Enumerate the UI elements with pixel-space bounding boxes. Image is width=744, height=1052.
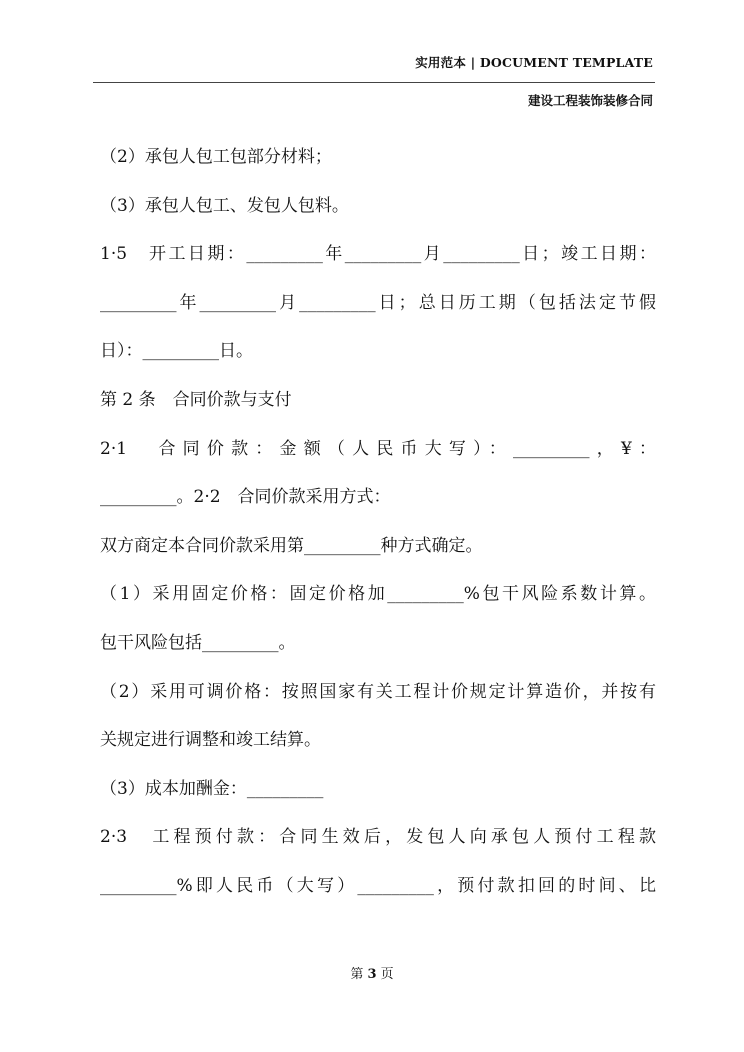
- header-divider: [93, 82, 655, 83]
- text-line: 1·5 开工日期：_________年_________月_________日；竣工日期：: [100, 244, 656, 265]
- text-line: 日）：_________日。: [100, 341, 253, 362]
- text-line: 包干风险包括_________。: [100, 632, 296, 653]
- text-line: （2）采用可调价格：按照国家有关工程计价规定计算造价，并按有: [100, 681, 656, 702]
- text-line: 2·3 工程预付款：合同生效后，发包人向承包人预付工程款: [100, 827, 656, 848]
- text-line: 关规定进行调整和竣工结算。: [100, 730, 321, 751]
- text-line: _________%即人民币（大写）_________，预付款扣回的时间、比: [100, 875, 656, 896]
- text-line: （1）采用固定价格：固定价格加_________%包干风险系数计算。: [100, 584, 656, 605]
- page-prefix: 第: [350, 967, 364, 982]
- text-line: （3）成本加酬金：_________: [100, 778, 324, 799]
- text-line: 双方商定本合同价款采用第_________种方式确定。: [100, 535, 483, 556]
- text-line: _________。2·2 合同价款采用方式：: [100, 487, 391, 508]
- text-line: 2·1 合同价款：金额（人民币大写）：_________，¥：: [100, 438, 656, 459]
- text-line: （3）承包人包工、发包人包料。: [100, 195, 349, 216]
- section-heading: 第 2 条 合同价款与支付: [100, 389, 292, 410]
- page-suffix: 页: [380, 967, 394, 982]
- document-body: [100, 141, 656, 919]
- header-label: 实用范本 | DOCUMENT TEMPLATE: [415, 55, 653, 70]
- text-line: _________年_________月_________日；总日历工期（包括法定节假: [100, 292, 656, 313]
- page-footer: [0, 963, 744, 982]
- document-title: 建设工程装饰装修合同: [527, 93, 653, 108]
- page-number: 3: [367, 967, 377, 982]
- text-line: （2）承包人包工包部分材料；: [100, 147, 332, 167]
